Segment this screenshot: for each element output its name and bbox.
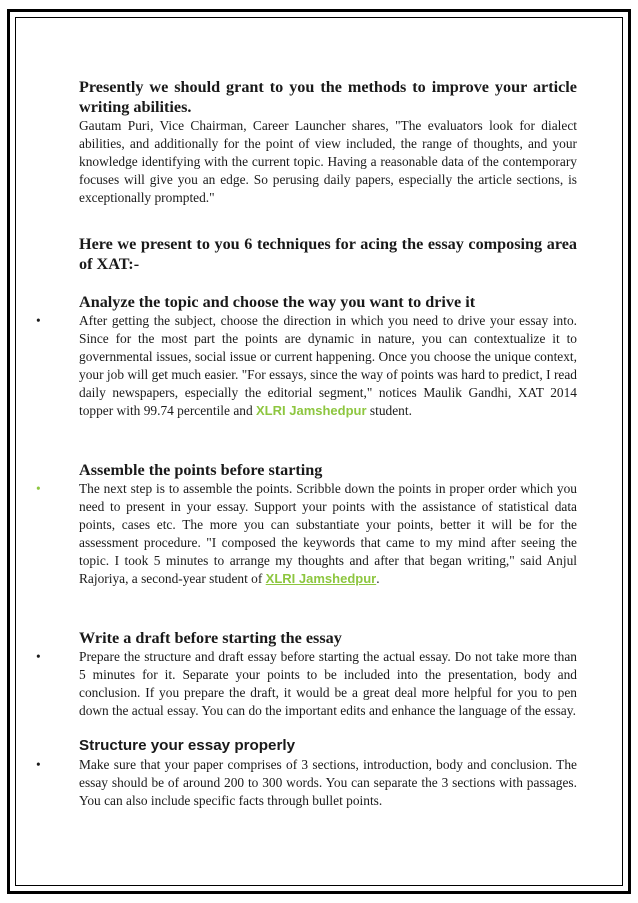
section-heading-draft: Write a draft before starting the essay (79, 629, 342, 647)
bullet-text-part: . (376, 571, 380, 586)
xlri-jamshedpur-link[interactable]: XLRI Jamshedpur (256, 403, 367, 418)
xlri-jamshedpur-link[interactable]: XLRI Jamshedpur (265, 571, 377, 586)
bullet-icon: • (36, 313, 41, 328)
bullet-icon: • (36, 649, 41, 664)
bullet-item-draft (36, 648, 577, 720)
bullet-item-structure (36, 756, 577, 810)
techniques-heading: Here we present to you 6 techniques for acing the essay composing area of XAT:- (79, 235, 577, 273)
intro-heading: Presently we should grant to you the methods to improve your article writing abilities. (79, 78, 577, 116)
bullet-icon: • (36, 481, 41, 496)
bullet-text-part: The next step is to assemble the points. Scribble down the points in proper order which you need to present in your essay. Support your points with the assistance of statistical data points, cases etc. The more you can substantiate your points, better it will be for the assessment procedure. "I composed the keywords that came to my mind after seeing the topic. I took 5 minutes to arrange my thoughts and after that began writing," said Anjul Rajoriya, a second-year student of (79, 481, 577, 586)
bullet-text: Make sure that your paper comprises of 3 sections, introduction, body and conclusion. The essay should be of around 200 to 300 words. You can separate the 3 sections with passages. You can also include specific facts through bullet points. (79, 757, 577, 808)
bullet-text-part: student. (366, 403, 412, 418)
document-body (36, 77, 577, 810)
bullet-text (79, 480, 577, 588)
bullet-icon: • (36, 757, 41, 772)
section-heading-assemble: Assemble the points before starting (79, 461, 323, 479)
section-heading-structure: Structure your essay properly (79, 737, 296, 754)
section-heading-analyze: Analyze the topic and choose the way you want to drive it (79, 293, 476, 311)
bullet-text: Prepare the structure and draft essay before starting the actual essay. Do not take more than 5 minutes for it. Separate your points to be included into the presentation, body and conclusion. If you prepare the draft, it would be a great deal more helpful for you to pen down the actual essay. You can do the important edits and enhance the language of the essay. (79, 649, 577, 718)
bullet-text (79, 312, 577, 420)
bullet-item-analyze (36, 312, 577, 420)
intro-paragraph: Gautam Puri, Vice Chairman, Career Launcher shares, "The evaluators look for dialect abilities, and additionally for the point of view included, the range of thoughts, and your knowledge identifying with the current topic. Having a reasonable data of the contemporary focuses will give you an edge. So perusing daily papers, especially the article sections, is exceptionally prompted." (79, 118, 577, 205)
bullet-item-assemble (36, 480, 577, 588)
bullet-text-part: After getting the subject, choose the direction in which you need to drive your essay into. Since for the most part the points are dynamic in nature, you can contextualize it to governmental issues, social issue or current happening. Once you choose the unique context, your job will get much easier. "For essays, since the way of points was hard to predict, I read daily newspapers, especially the editorial segment," notices Maulik Gandhi, XAT 2014 topper with 99.74 percentile and (79, 313, 577, 418)
